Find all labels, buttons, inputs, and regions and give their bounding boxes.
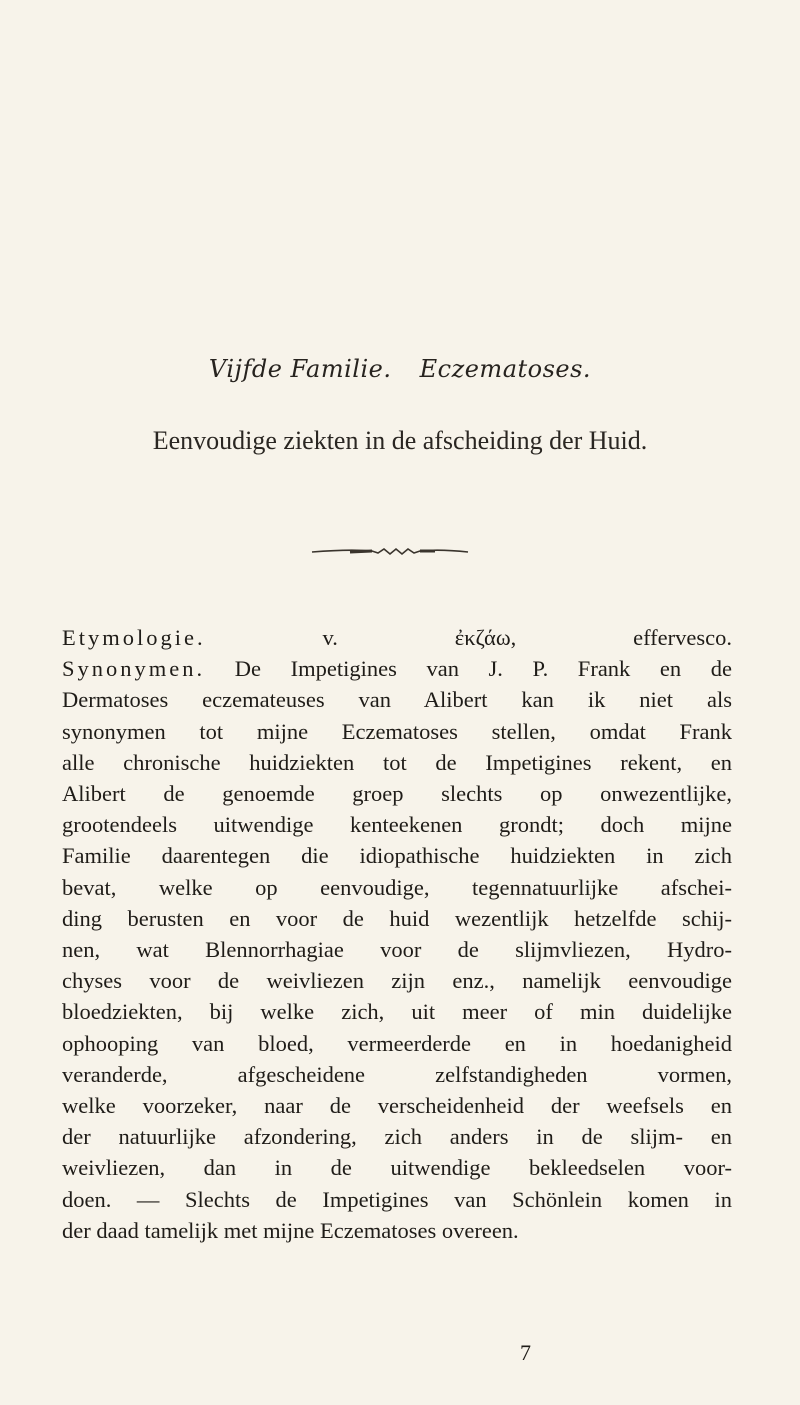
family-name: Eczematoses. <box>419 355 592 383</box>
synonyms-line <box>62 653 732 684</box>
text-line: Dermatoses eczemateuses van Alibert kan ik niet als <box>62 687 732 713</box>
synonyms-text: De Impetigines van J. P. Frank en de <box>234 656 732 682</box>
text-line: bloedziekten, bij welke zich, uit meer of min duidelijke <box>62 999 732 1025</box>
body-text <box>62 622 732 1246</box>
text-line: bevat, welke op eenvoudige, tegennatuurlijke afschei- <box>62 874 732 900</box>
text-line: welke voorzeker, naar de verscheidenheid der weefsels en <box>62 1093 732 1119</box>
etymology-text: v. ἐκζάω, effervesco. <box>322 625 733 650</box>
family-number: Vijfde Familie. <box>208 355 392 383</box>
text-line: grootendeels uitwendige kenteekenen grondt; doch mijne <box>62 812 732 838</box>
ornament-divider <box>310 545 470 559</box>
text-line: weivliezen, dan in de uitwendige bekleedselen voor- <box>62 1155 732 1181</box>
text-line: der daad tamelijk met mijne Eczematoses overeen. <box>62 1217 519 1243</box>
synonyms-label: Synonymen. <box>62 656 206 682</box>
text-line: doen. — Slechts de Impetigines van Schönlein komen in <box>62 1186 732 1212</box>
page-number: 7 <box>520 1340 531 1365</box>
text-line: ding berusten en voor de huid wezentlijk hetzelfde schij- <box>62 905 732 931</box>
text-line: der natuurlijke afzondering, zich anders in de slijm- en <box>62 1124 732 1150</box>
text-line: chyses voor de weivliezen zijn enz., namelijk eenvoudige <box>62 968 732 994</box>
text-line: veranderde, afgescheidene zelfstandigheden vormen, <box>62 1061 732 1087</box>
text-line: nen, wat Blennorrhagiae voor de slijmvliezen, Hydro- <box>62 937 732 963</box>
text-line: alle chronische huidziekten tot de Impetigines rekent, en <box>62 749 732 775</box>
etymology-line <box>62 622 732 653</box>
family-subtitle: Eenvoudige ziekten in de afscheiding der Huid. <box>152 426 648 455</box>
etymology-label: Etymologie. <box>62 625 206 650</box>
text-line: synonymen tot mijne Eczematoses stellen, omdat Frank <box>62 718 732 744</box>
text-line: ophooping van bloed, vermeerderde en in hoedanigheid <box>62 1030 732 1056</box>
family-heading <box>0 355 800 383</box>
text-line: Familie daarentegen die idiopathische huidziekten in zich <box>62 843 732 869</box>
text-line: Alibert de genoemde groep slechts op onwezentlijke, <box>62 781 732 807</box>
